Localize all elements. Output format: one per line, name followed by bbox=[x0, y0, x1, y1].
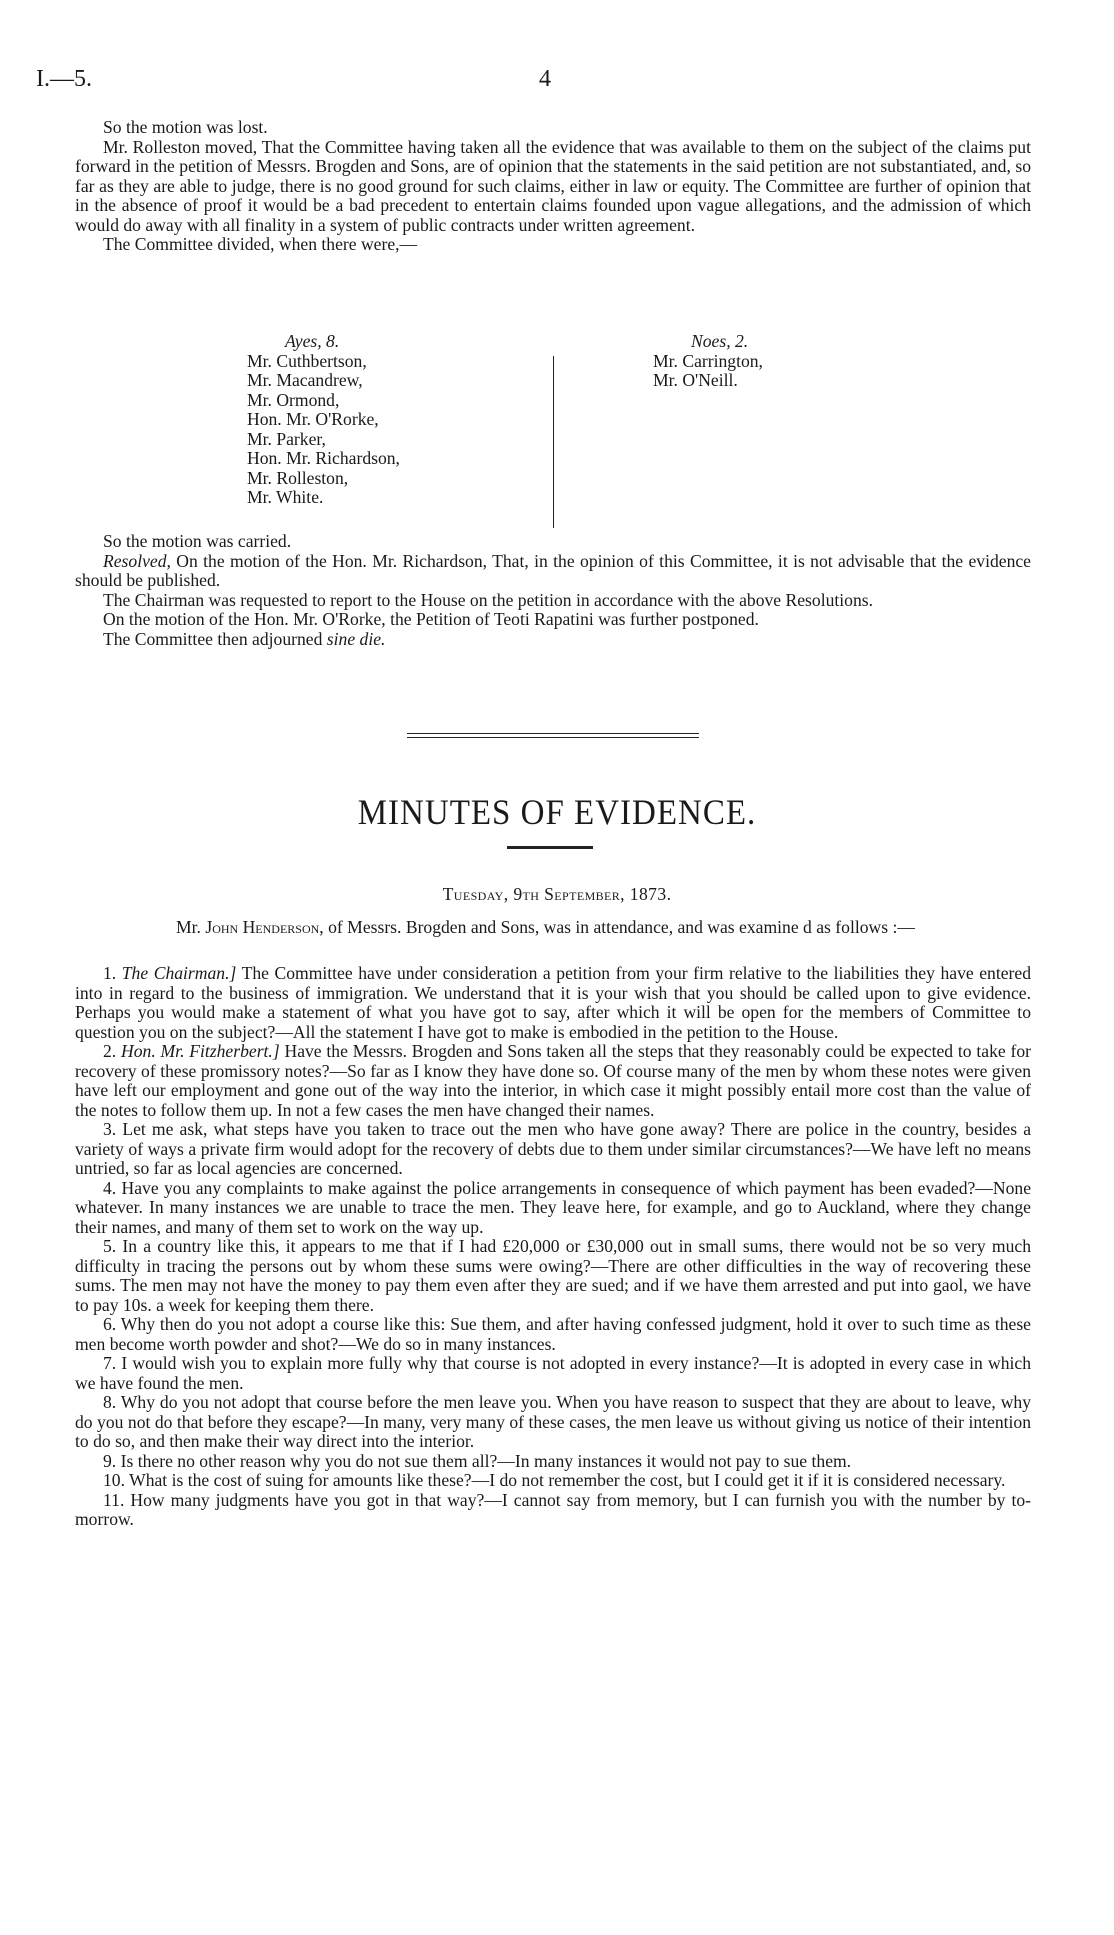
question-text: How many judgments have you got in that way?—I cannot say from memory, but I can furnish you with the number by to-morrow. bbox=[75, 1489, 1031, 1529]
ayes-member: Mr. Parker, bbox=[247, 428, 326, 449]
question-paragraph bbox=[75, 1471, 1031, 1491]
question-number: 5. bbox=[103, 1236, 117, 1256]
resolved-text: On the motion of the Hon. Mr. Richardson, That, in the opinion of this Committee, it is not advisable that the evidence should be published. bbox=[75, 550, 1031, 590]
minutes-of-evidence-title: MINUTES OF EVIDENCE. bbox=[357, 793, 757, 833]
question-number: 8. bbox=[103, 1392, 117, 1412]
question-number: 2. bbox=[103, 1041, 117, 1061]
noes-member: Mr. Carrington, bbox=[653, 350, 763, 371]
ayes-member: Mr. Cuthbertson, bbox=[247, 350, 367, 371]
witness-intro bbox=[60, 918, 1031, 938]
question-paragraph bbox=[75, 1452, 1031, 1472]
question-paragraph bbox=[75, 1491, 1031, 1530]
noes-heading: Noes, 2. bbox=[691, 331, 749, 351]
motion-carried-line: So the motion was carried. bbox=[103, 531, 292, 551]
question-number: 6. bbox=[103, 1314, 117, 1334]
question-paragraph bbox=[75, 1315, 1031, 1354]
question-paragraph bbox=[75, 1237, 1031, 1315]
question-paragraph bbox=[75, 964, 1031, 1042]
question-paragraph bbox=[75, 1354, 1031, 1393]
ayes-member: Mr. Rolleston, bbox=[247, 467, 349, 488]
adjourned-italic: sine die. bbox=[326, 628, 386, 649]
section-divider-rule-bottom bbox=[407, 737, 699, 738]
ayes-member: Hon. Mr. Richardson, bbox=[247, 448, 400, 468]
question-number: 11. bbox=[103, 1489, 125, 1510]
question-text: Have the Messrs. Brogden and Sons taken all the steps that they reasonably could be expected to take for recovery of these promissory notes?—So far as I know they have done so. Of course many of the men by whom these notes were given have left our employment and gone out of the way into the interior, in which case it might possibly entail more cost than the value of the notes to follow them up. In not a few cases the men have changed their names. bbox=[75, 1041, 1031, 1120]
series-reference: I.—5. bbox=[36, 66, 92, 92]
page-number: 4 bbox=[539, 66, 551, 92]
committee-divided-line: The Committee divided, when there were,— bbox=[103, 234, 418, 254]
chairman-report-paragraph: The Chairman was requested to report to the House on the petition in accordance with the above Resolutions. bbox=[103, 589, 874, 610]
resolved-paragraph bbox=[75, 552, 1031, 591]
witness-rest: of Messrs. Brogden and Sons, was in attendance, and was examine d as follows :— bbox=[328, 917, 915, 937]
question-paragraph bbox=[75, 1042, 1031, 1120]
question-paragraph bbox=[75, 1179, 1031, 1238]
motion-lost-line: So the motion was lost. bbox=[103, 117, 268, 137]
vote-column-divider bbox=[553, 356, 554, 528]
question-number: 10. bbox=[103, 1470, 125, 1490]
ayes-heading: Ayes, 8. bbox=[285, 331, 340, 351]
evidence-date: Tuesday, 9th September, 1873. bbox=[442, 884, 672, 904]
question-number: 3. bbox=[103, 1119, 117, 1139]
ayes-member: Mr. Ormond, bbox=[247, 389, 340, 410]
proceedings-block-top bbox=[75, 118, 1031, 255]
question-text: Have you any complaints to make against the police arrangements in consequence of which payment has been evaded?—None whatever. In many instances we are unable to trace the men. They leave here, for example, and go to Auckland, where they change their names, and many of them set to work on the way up. bbox=[75, 1177, 1031, 1237]
ayes-column bbox=[247, 332, 400, 508]
adjourned-line bbox=[75, 630, 1031, 650]
question-text: In a country like this, it appears to me that if I had £20,000 or £30,000 out in small sums, there would not be so very much difficulty in tracing the persons out by whom these sums were owing?—There are other difficulties in the way of recovering these sums. The men may not have the money to pay them even after they are sued; and if we have them arrested and put into gaol, we have to pay 10s. a week for keeping them there. bbox=[75, 1236, 1031, 1315]
question-text: What is the cost of suing for amounts like these?—I do not remember the cost, but I could get it if it is considered necessary. bbox=[129, 1470, 1006, 1490]
section-divider-rule-top bbox=[407, 733, 699, 734]
question-text: I would wish you to explain more fully why that course is not adopted in every instance?—It is adopted in every case in which we have found the men. bbox=[75, 1353, 1031, 1393]
witness-name: John Henderson, bbox=[205, 917, 324, 937]
question-speaker: Hon. Mr. Fitzherbert.] bbox=[121, 1041, 280, 1061]
question-paragraph bbox=[75, 1393, 1031, 1452]
adjourned-prefix: The Committee then adjourned bbox=[103, 628, 323, 649]
question-text: Why do you not adopt that course before the men leave you. When you have reason to suspect that they are about to leave, why do you not do that before they escape?—In many, very many of these cases, the men leave us without giving us notice of their intention to do so, and then make their way direct into the interior. bbox=[75, 1392, 1031, 1451]
rolleston-motion-paragraph: Mr. Rolleston moved, That the Committee having taken all the evidence that was available to them on the subject of the claims put forward in the petition of Messrs. Brogden and Sons, are of opinion that the statements in the said petition are not substantiated, and, so far as they are able to judge, there is no good ground for such claims, either in law or equity. The Committee are further of opinion that in the absence of proof it would be a bad precedent to entertain claims founded upon vague allegations, and the admission of which would do away with all finality in a system of public contracts under written agreement. bbox=[75, 136, 1031, 235]
question-number: 9. bbox=[103, 1450, 117, 1471]
title-underline-rule bbox=[507, 846, 593, 849]
question-text: Is there no other reason why you do not sue them all?—In many instances it would not pay to sue them. bbox=[120, 1450, 852, 1471]
question-paragraph bbox=[75, 1120, 1031, 1179]
question-text: Why then do you not adopt a course like this: Sue them, and after having confessed judgment, hold it over to such time as these men become worth powder and shot?—We do so in many instances. bbox=[75, 1314, 1031, 1354]
witness-prefix: Mr. bbox=[176, 917, 201, 937]
noes-member: Mr. O'Neill. bbox=[653, 370, 738, 390]
evidence-questions bbox=[75, 964, 1031, 1530]
question-speaker: The Chairman.] bbox=[121, 963, 237, 983]
question-text: The Committee have under consideration a petition from your firm relative to the liabilities they have entered into in regard to the business of immigration. We understand that it is your wish that you should be called upon to give evidence. Perhaps you would make a statement of what you have got to say, after which it will be open for the members of Committee to question you on the subject?—All the statement I have got to make is embodied in the petition to the House. bbox=[75, 963, 1031, 1042]
ayes-member: Mr. Macandrew, bbox=[247, 370, 363, 390]
ayes-member: Mr. White. bbox=[247, 487, 324, 507]
resolved-label: Resolved, bbox=[103, 550, 171, 571]
proceedings-block-bottom bbox=[75, 532, 1031, 649]
question-text: Let me ask, what steps have you taken to trace out the men who have gone away? There are police in the country, besides a variety of ways a private firm would adopt for the recovery of debts due to them under similar circumstances?—We have left no means untried, so far as local agencies are concerned. bbox=[75, 1119, 1032, 1178]
petition-postponed-line: On the motion of the Hon. Mr. O'Rorke, the Petition of Teoti Rapatini was further postponed. bbox=[103, 609, 759, 629]
noes-column bbox=[653, 332, 763, 391]
question-number: 1. bbox=[103, 963, 117, 983]
question-number: 4. bbox=[103, 1177, 117, 1198]
ayes-member: Hon. Mr. O'Rorke, bbox=[247, 409, 379, 429]
question-number: 7. bbox=[103, 1353, 117, 1373]
